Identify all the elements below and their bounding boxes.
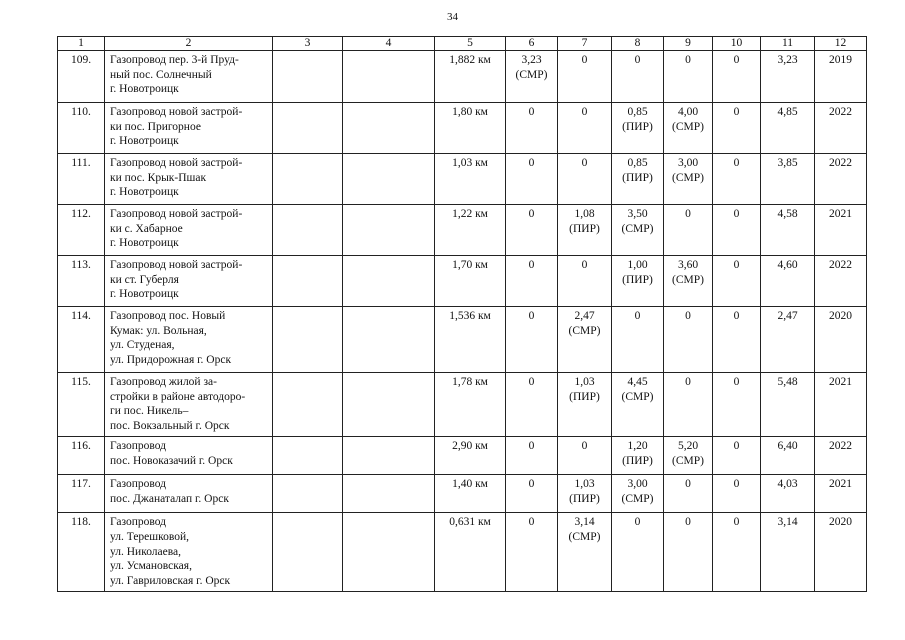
object-name-line: Газопровод новой застрой- — [110, 106, 243, 118]
object-name-line: г. Новотроицк — [110, 237, 179, 250]
cell-col-8 — [612, 51, 664, 103]
cell-col-9-line: (СМР) — [672, 171, 704, 184]
object-name — [105, 205, 273, 256]
pipeline-length: 1,78 км — [435, 373, 506, 437]
year: 2020 — [815, 307, 867, 373]
object-name-line: Газопровод пер. 3-й Пруд- — [110, 54, 239, 66]
cell-col-8-line: 0,85 — [627, 157, 648, 169]
cell-col-6 — [506, 475, 558, 513]
cell-col-3 — [273, 373, 343, 437]
column-header-4: 4 — [343, 37, 435, 51]
cell-col-6 — [506, 103, 558, 154]
cell-col-9-line: 4,00 — [677, 106, 699, 118]
cell-col-6-line: 0 — [528, 259, 535, 271]
cell-col-8 — [612, 513, 664, 592]
cell-col-7-line: (СМР) — [568, 324, 601, 337]
pipeline-length: 1,80 км — [435, 103, 506, 154]
object-name-line: Газопровод жилой за- — [110, 376, 217, 388]
object-name-line: ный пос. Солнечный — [110, 68, 212, 81]
cell-col-3 — [273, 103, 343, 154]
year: 2021 — [815, 205, 867, 256]
cell-col-9-line: 0 — [685, 54, 691, 66]
pipeline-length: 1,882 км — [435, 51, 506, 103]
cell-col-6 — [506, 307, 558, 373]
cell-col-7-line: (ПИР) — [569, 492, 600, 505]
cell-col-8-line: 3,50 — [627, 208, 648, 220]
cell-col-9 — [664, 475, 713, 513]
cell-col-9 — [664, 373, 713, 437]
cell-col-6 — [506, 373, 558, 437]
table-row — [58, 51, 867, 103]
object-name-line: г. Новотроицк — [110, 83, 179, 96]
cell-col-8-line: (ПИР) — [622, 171, 653, 184]
cell-col-10: 0 — [713, 475, 761, 513]
table-row — [58, 154, 867, 205]
cell-col-7-line: 2,47 — [574, 310, 595, 322]
total-amount: 4,85 — [761, 103, 815, 154]
cell-col-8 — [612, 154, 664, 205]
cell-col-4 — [343, 373, 435, 437]
cell-col-6 — [506, 513, 558, 592]
cell-col-9 — [664, 103, 713, 154]
data-table — [57, 36, 867, 592]
object-name-line: Газопровод — [110, 440, 166, 453]
cell-col-7-line: (ПИР) — [569, 222, 600, 235]
object-name-line: ки с. Хабарное — [110, 222, 183, 235]
total-amount: 6,40 — [761, 437, 815, 475]
total-amount: 4,60 — [761, 256, 815, 307]
total-amount: 4,58 — [761, 205, 815, 256]
object-name-line: ул. Гавриловская г. Орск — [110, 574, 231, 587]
cell-col-9-line: (СМР) — [672, 120, 704, 133]
table-row — [58, 437, 867, 475]
object-name-line: ул. Усмановская, — [110, 560, 192, 573]
column-header-12: 12 — [815, 37, 867, 51]
cell-col-8-line: 1,20 — [627, 440, 648, 453]
year: 2022 — [815, 437, 867, 475]
pipeline-length: 1,40 км — [435, 475, 506, 513]
object-name — [105, 513, 273, 592]
total-amount: 4,03 — [761, 475, 815, 513]
cell-col-7 — [558, 513, 612, 592]
column-header-7: 7 — [558, 37, 612, 51]
year: 2021 — [815, 475, 867, 513]
column-header-3: 3 — [273, 37, 343, 51]
object-name — [105, 51, 273, 103]
cell-col-7-line: 3,14 — [574, 516, 595, 529]
cell-col-6-line: 0 — [528, 208, 535, 220]
object-name-line: Газопровод — [110, 516, 166, 529]
pipeline-length: 0,631 км — [435, 513, 506, 592]
cell-col-9-line: 0 — [685, 376, 691, 388]
cell-col-9-line: 0 — [685, 516, 691, 529]
cell-col-7 — [558, 154, 612, 205]
cell-col-10: 0 — [713, 205, 761, 256]
pipeline-length: 1,536 км — [435, 307, 506, 373]
object-name-line: пос. Вокзальный г. Орск — [110, 419, 230, 432]
row-number: 115. — [58, 373, 105, 437]
cell-col-4 — [343, 205, 435, 256]
cell-col-3 — [273, 205, 343, 256]
cell-col-7-line: 0 — [581, 106, 588, 118]
cell-col-7-line: 0 — [581, 157, 588, 169]
total-amount: 3,14 — [761, 513, 815, 592]
cell-col-8-line: (ПИР) — [622, 273, 653, 286]
pipeline-length: 2,90 км — [435, 437, 506, 475]
table-row — [58, 205, 867, 256]
cell-col-9 — [664, 307, 713, 373]
object-name-line: пос. Джанаталап г. Орск — [110, 492, 229, 505]
cell-col-9-line: (СМР) — [672, 454, 704, 467]
cell-col-7 — [558, 205, 612, 256]
page-number: 34 — [447, 11, 458, 23]
cell-col-6-line: 0 — [528, 516, 535, 529]
object-name-line: Газопровод новой застрой- — [110, 208, 243, 220]
table-row — [58, 103, 867, 154]
cell-col-6-line: 0 — [528, 310, 535, 322]
total-amount: 3,85 — [761, 154, 815, 205]
cell-col-6 — [506, 256, 558, 307]
object-name-line: г. Новотроицк — [110, 186, 179, 199]
cell-col-7-line: 1,03 — [574, 478, 595, 491]
cell-col-10: 0 — [713, 513, 761, 592]
total-amount: 2,47 — [761, 307, 815, 373]
cell-col-7 — [558, 103, 612, 154]
cell-col-8-line: 0 — [634, 54, 641, 66]
cell-col-8-line: 0 — [634, 516, 641, 529]
year: 2022 — [815, 103, 867, 154]
column-header-11: 11 — [761, 37, 815, 51]
object-name-line: ул. Николаева, — [110, 545, 181, 558]
cell-col-7-line: 0 — [581, 54, 588, 66]
cell-col-3 — [273, 51, 343, 103]
cell-col-6-line: (СМР) — [515, 68, 548, 81]
year: 2022 — [815, 154, 867, 205]
cell-col-9-line: 0 — [685, 208, 691, 220]
cell-col-9-line: 0 — [685, 478, 691, 491]
cell-col-6-line: 0 — [528, 157, 535, 169]
object-name — [105, 256, 273, 307]
cell-col-8-line: 3,00 — [627, 478, 648, 491]
cell-col-8-line: (ПИР) — [622, 454, 653, 467]
cell-col-10: 0 — [713, 154, 761, 205]
object-name-line: ги пос. Никель– — [110, 405, 189, 418]
object-name-line: г. Новотроицк — [110, 288, 179, 301]
cell-col-8-line: (ПИР) — [622, 120, 653, 133]
total-amount: 3,23 — [761, 51, 815, 103]
cell-col-8 — [612, 205, 664, 256]
cell-col-8-line: (СМР) — [621, 492, 654, 505]
cell-col-10: 0 — [713, 256, 761, 307]
cell-col-9 — [664, 205, 713, 256]
row-number: 116. — [58, 437, 105, 475]
row-number: 114. — [58, 307, 105, 373]
cell-col-4 — [343, 307, 435, 373]
cell-col-9 — [664, 437, 713, 475]
object-name — [105, 475, 273, 513]
column-header-5: 5 — [435, 37, 506, 51]
cell-col-10: 0 — [713, 373, 761, 437]
pipeline-length: 1,22 км — [435, 205, 506, 256]
cell-col-4 — [343, 475, 435, 513]
cell-col-7-line: 0 — [581, 259, 588, 271]
object-name-line: г. Новотроицк — [110, 135, 179, 148]
year: 2020 — [815, 513, 867, 592]
object-name — [105, 103, 273, 154]
cell-col-4 — [343, 51, 435, 103]
cell-col-10: 0 — [713, 51, 761, 103]
year: 2019 — [815, 51, 867, 103]
object-name-line: ки пос. Крык-Пшак — [110, 171, 207, 184]
column-header-9: 9 — [664, 37, 713, 51]
cell-col-8 — [612, 103, 664, 154]
cell-col-7-line: (СМР) — [568, 530, 601, 543]
object-name — [105, 373, 273, 437]
cell-col-8-line: 0,85 — [627, 106, 648, 118]
cell-col-9-line: 5,20 — [677, 440, 699, 453]
column-header-2: 2 — [105, 37, 273, 51]
cell-col-4 — [343, 103, 435, 154]
cell-col-6 — [506, 51, 558, 103]
column-header-1: 1 — [58, 37, 105, 51]
row-number: 112. — [58, 205, 105, 256]
cell-col-8 — [612, 307, 664, 373]
table-body — [58, 51, 867, 592]
pipeline-length: 1,70 км — [435, 256, 506, 307]
cell-col-9 — [664, 513, 713, 592]
cell-col-7 — [558, 307, 612, 373]
cell-col-6-line: 0 — [528, 376, 535, 388]
cell-col-9-line: 0 — [685, 310, 691, 322]
object-name-line: ул. Придорожная г. Орск — [110, 353, 232, 366]
cell-col-8-line: (СМР) — [621, 390, 654, 403]
row-number: 111. — [58, 154, 105, 205]
cell-col-7-line: (ПИР) — [569, 390, 600, 403]
cell-col-10: 0 — [713, 307, 761, 373]
row-number: 110. — [58, 103, 105, 154]
object-name-line: Кумак: ул. Вольная, — [110, 324, 207, 337]
table-row — [58, 475, 867, 513]
cell-col-7 — [558, 51, 612, 103]
object-name — [105, 307, 273, 373]
cell-col-7 — [558, 475, 612, 513]
column-header-6: 6 — [506, 37, 558, 51]
cell-col-7 — [558, 437, 612, 475]
cell-col-4 — [343, 256, 435, 307]
object-name-line: стройки в районе автодоро- — [110, 390, 246, 403]
object-name-line: Газопровод новой застрой- — [110, 259, 243, 271]
cell-col-6 — [506, 154, 558, 205]
table-row — [58, 373, 867, 437]
cell-col-6-line: 0 — [528, 106, 535, 118]
object-name-line: Газопровод — [110, 478, 166, 491]
total-amount: 5,48 — [761, 373, 815, 437]
cell-col-7 — [558, 373, 612, 437]
row-number: 118. — [58, 513, 105, 592]
table-row — [58, 513, 867, 592]
cell-col-4 — [343, 437, 435, 475]
cell-col-4 — [343, 513, 435, 592]
cell-col-6-line: 3,23 — [521, 54, 542, 66]
cell-col-9-line: 3,00 — [677, 157, 699, 169]
cell-col-8 — [612, 475, 664, 513]
table-row — [58, 307, 867, 373]
cell-col-8 — [612, 437, 664, 475]
year: 2021 — [815, 373, 867, 437]
cell-col-3 — [273, 154, 343, 205]
table-row — [58, 256, 867, 307]
cell-col-3 — [273, 307, 343, 373]
cell-col-10: 0 — [713, 437, 761, 475]
cell-col-7 — [558, 256, 612, 307]
pipeline-length: 1,03 км — [435, 154, 506, 205]
cell-col-9 — [664, 51, 713, 103]
object-name — [105, 154, 273, 205]
cell-col-6 — [506, 437, 558, 475]
row-number: 113. — [58, 256, 105, 307]
cell-col-6-line: 0 — [528, 478, 535, 491]
cell-col-9 — [664, 256, 713, 307]
row-number: 109. — [58, 51, 105, 103]
cell-col-7-line: 0 — [581, 440, 588, 453]
cell-col-8 — [612, 256, 664, 307]
cell-col-8-line: (СМР) — [621, 222, 654, 235]
cell-col-3 — [273, 513, 343, 592]
cell-col-8-line: 0 — [634, 310, 641, 322]
cell-col-7-line: 1,03 — [574, 376, 595, 388]
cell-col-9-line: (СМР) — [672, 273, 704, 286]
cell-col-7-line: 1,08 — [574, 208, 595, 220]
row-number: 117. — [58, 475, 105, 513]
cell-col-3 — [273, 475, 343, 513]
object-name-line: пос. Новоказачий г. Орск — [110, 454, 233, 467]
cell-col-4 — [343, 154, 435, 205]
cell-col-8-line: 4,45 — [627, 376, 648, 388]
year: 2022 — [815, 256, 867, 307]
table-header — [58, 37, 867, 51]
object-name-line: Газопровод новой застрой- — [110, 157, 243, 169]
column-header-8: 8 — [612, 37, 664, 51]
cell-col-9 — [664, 154, 713, 205]
cell-col-6-line: 0 — [528, 440, 535, 453]
cell-col-8-line: 1,00 — [627, 259, 648, 271]
object-name — [105, 437, 273, 475]
object-name-line: ки ст. Губерля — [110, 273, 179, 286]
object-name-line: ул. Студеная, — [110, 339, 175, 352]
object-name-line: ки пос. Пригорное — [110, 120, 201, 133]
object-name-line: Газопровод пос. Новый — [110, 310, 226, 322]
cell-col-3 — [273, 256, 343, 307]
cell-col-3 — [273, 437, 343, 475]
column-header-10: 10 — [713, 37, 761, 51]
object-name-line: ул. Терешковой, — [110, 530, 190, 543]
cell-col-9-line: 3,60 — [677, 259, 699, 271]
cell-col-10: 0 — [713, 103, 761, 154]
cell-col-8 — [612, 373, 664, 437]
cell-col-6 — [506, 205, 558, 256]
